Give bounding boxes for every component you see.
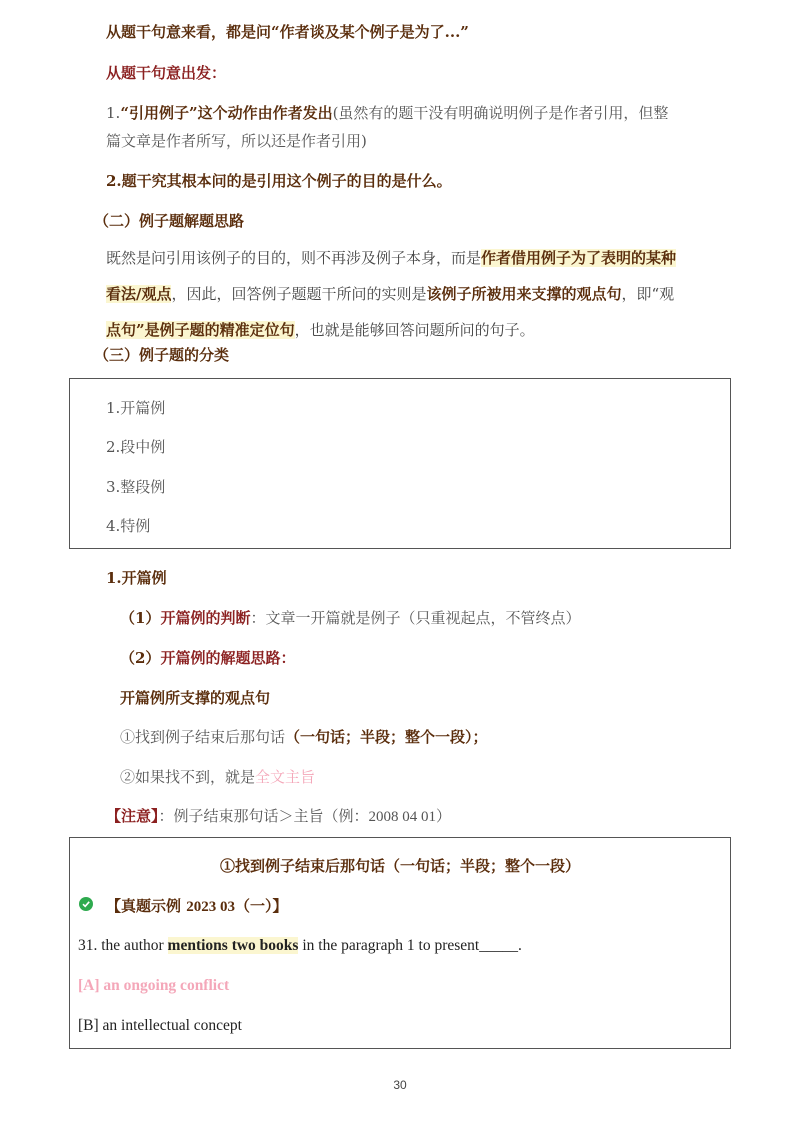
- example-question: [78, 936, 522, 956]
- example-option-a: [A] an ongoing conflict: [78, 977, 230, 994]
- approach-paragraph: [106, 240, 736, 348]
- section-heading: 从题干句意出发：: [106, 64, 227, 82]
- example-title: ①找到例子结束后那句话（一句话；半段；整个一段）: [219, 857, 580, 875]
- example-question-highlight: mentions two books: [167, 937, 299, 954]
- example-option-b: [B] an intellectual concept: [78, 1017, 242, 1034]
- opening-title: 1.开篇例: [106, 569, 167, 587]
- example-badge-suffix: （一）】: [234, 897, 288, 915]
- category-item-2: 2.段中例: [106, 438, 166, 456]
- notice-text: ：例子结束那句话＞主旨（例：: [158, 807, 369, 825]
- notice-ref: 2008 04 01: [368, 809, 437, 825]
- category-item-4: 4.特例: [106, 517, 151, 535]
- approach-highlight-3: 点句”是例子题的精准定位句: [106, 321, 295, 339]
- example-badge: [106, 896, 288, 917]
- heading-approach: （二）例子题解题思路: [94, 212, 245, 230]
- example-box: [69, 837, 731, 1049]
- opening-method-label: 开篇例的解题思路：: [160, 649, 296, 667]
- example-question-pre: 31. the author: [78, 937, 168, 954]
- opening-step-1: [120, 727, 488, 747]
- intro-question: 从题干句意来看，都是问“作者谈及某个例子是为了...”: [106, 23, 469, 41]
- opening-method-number: （2）: [120, 649, 161, 667]
- page-number: 30: [393, 1078, 407, 1092]
- opening-method: [120, 648, 295, 668]
- point-2: 2.题干究其根本问的是引用这个例子的目的是什么。: [106, 172, 452, 190]
- point-1-note-cont: 篇文章是作者所写，所以还是作者引用): [106, 132, 367, 150]
- approach-text-2: ，因此，回答例子题题干所问的实则是: [171, 285, 427, 303]
- example-badge-label: 【真题示例: [106, 897, 187, 915]
- opening-judge-text: ：文章一开篇就是例子（只重视起点，不管终点）: [250, 609, 581, 627]
- approach-line-2: [106, 276, 736, 312]
- approach-highlight-2: 看法/观点: [106, 285, 172, 303]
- heading-categories: （三）例子题的分类: [94, 346, 230, 364]
- category-item-3: 3.整段例: [106, 478, 166, 496]
- approach-highlight-1: 作者借用例子为了表明的某种: [481, 249, 677, 267]
- categories-box: [69, 378, 731, 549]
- notice-label: 【注意】: [106, 807, 159, 825]
- opening-step-2: [120, 767, 315, 787]
- opening-step-2-pink: 全文主旨: [255, 768, 316, 786]
- approach-line-1: [106, 240, 736, 276]
- notice: [106, 806, 451, 827]
- approach-text-3: ，即“观: [621, 285, 675, 303]
- opening-step-2-text: ②如果找不到，就是: [120, 768, 256, 786]
- category-item-1: 1.开篇例: [106, 399, 166, 417]
- example-question-post: in the paragraph 1 to present_____.: [298, 937, 522, 954]
- approach-text-4: ，也就是能够回答问题所问的句子。: [294, 321, 535, 339]
- point-1-number: 1.: [106, 104, 121, 122]
- example-badge-year: 2023 03: [186, 899, 235, 915]
- point-1-note: (虽然有的题干没有明确说明例子是作者引用，但整: [332, 104, 669, 122]
- check-icon: [79, 897, 93, 911]
- point-1-main: “引用例子”这个动作由作者发出: [120, 104, 333, 122]
- opening-judge-label: 开篇例的判断: [160, 609, 251, 627]
- opening-step-1-text: ①找到例子结束后那句话: [120, 728, 286, 746]
- opening-judge-number: （1）: [120, 609, 161, 627]
- approach-text-1: 既然是问引用该例子的目的，则不再涉及例子本身，而是: [106, 249, 482, 267]
- opening-judge: [120, 608, 580, 628]
- approach-line-3: [106, 312, 736, 348]
- opening-supports: 开篇例所支撑的观点句: [120, 689, 271, 707]
- approach-bold-1: 该例子所被用来支撑的观点句: [426, 285, 622, 303]
- notice-close: ）: [436, 807, 452, 825]
- point-1: [106, 103, 668, 123]
- opening-step-1-bold: （一句话；半段；整个一段）；: [285, 728, 488, 746]
